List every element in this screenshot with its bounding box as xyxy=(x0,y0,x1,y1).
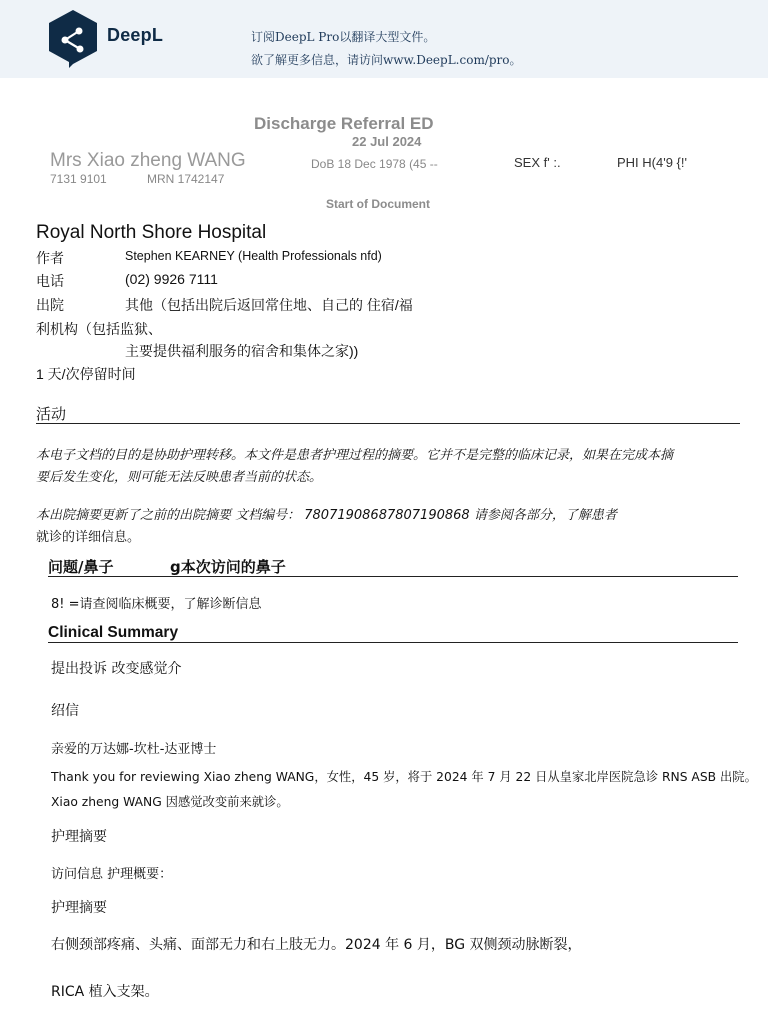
activity-divider xyxy=(36,423,740,424)
referral-paragraph-1: Thank you for reviewing Xiao zheng WANG，女性，45 岁，将于 2024 年 7 月 22 日从皇家北岸医院急诊 RNS ASB 出院。 xyxy=(51,770,757,784)
banner-info-link-text[interactable]: 欲了解更多信息，请访问www.DeepL.com/pro。 xyxy=(251,53,522,67)
length-of-stay: 1 天/次停留时间 xyxy=(36,366,136,382)
banner-subscribe-text: 订阅DeepL Pro以翻译大型文件。 xyxy=(251,30,436,44)
patient-id-number: 7131 9101 xyxy=(50,172,107,186)
nursing-summary-heading-2: 护理摘要 xyxy=(51,900,107,916)
disclaimer-line1: 本电子文档的目的是协助护理转移。本文件是患者护理过程的摘要。它并不是完整的临床记录，如果在完成本摘 xyxy=(36,448,674,463)
deepl-logo-icon[interactable] xyxy=(47,9,99,69)
document-date: 22 Jul 2024 xyxy=(352,134,422,149)
deepl-brand-name[interactable]: DeepL xyxy=(107,25,164,45)
clinical-summary-heading: Clinical Summary xyxy=(48,624,179,641)
referral-letter-heading: 绍信 xyxy=(51,703,79,719)
nursing-summary-heading: 护理摘要 xyxy=(51,829,107,845)
disclaimer-line2: 要后发生变化，则可能无法反映患者当前的状态。 xyxy=(36,470,323,485)
rica-stent-line: RICA 植入支架。 xyxy=(51,984,159,1000)
author-label: 作者 xyxy=(36,250,64,266)
activity-heading: 活动 xyxy=(36,405,67,423)
author-value: Stephen KEARNEY (Health Professionals nfd) xyxy=(125,249,382,263)
salutation: 亲爱的万达娜-坎杜-达亚博士 xyxy=(51,742,217,757)
referral-paragraph-2: Xiao zheng WANG 因感觉改变前来就诊。 xyxy=(51,795,289,809)
phone-value: (02) 9926 7111 xyxy=(125,271,218,287)
start-of-document: Start of Document xyxy=(326,197,431,211)
discharge-label: 出院 xyxy=(36,297,64,313)
phone-label: 电话 xyxy=(36,273,64,289)
problems-heading: 问题/鼻子 xyxy=(48,558,114,576)
patient-name: Mrs Xiao zheng WANG xyxy=(50,150,246,171)
discharge-value: 其他（包括出院后返回常住地、自己的 住宿/福 xyxy=(125,297,413,313)
problems-divider xyxy=(48,576,738,577)
patient-phi: PHI H(4'9 {!' xyxy=(617,155,687,170)
document-title: Discharge Referral ED xyxy=(254,114,434,133)
problems-line: 8! =请查阅临床概要，了解诊断信息 xyxy=(51,597,262,612)
patient-mrn: MRN 1742147 xyxy=(147,172,225,186)
patient-sex: SEX f' :. xyxy=(514,155,561,170)
problems-heading-current-visit: g本次访问的鼻子 xyxy=(170,558,286,576)
visit-info-line: 访问信息 护理概要： xyxy=(51,867,173,882)
update-note-line2: 就诊的详细信息。 xyxy=(36,530,141,545)
patient-dob: DoB 18 Dec 1978 (45 -- xyxy=(311,157,438,171)
discharge-value-line2: 利机构（包括监狱、 xyxy=(36,321,162,337)
update-note-line1: 本出院摘要更新了之前的出院摘要 文档编号： 78071908687807190868 请参阅各部分，了解患者 xyxy=(36,508,617,523)
hospital-name: Royal North Shore Hospital xyxy=(36,222,267,243)
presenting-complaint: 提出投诉 改变感觉介 xyxy=(51,661,182,677)
deepl-banner xyxy=(0,0,768,78)
discharge-value-line3: 主要提供福利服务的宿舍和集体之家)) xyxy=(125,343,359,359)
clinical-summary-divider xyxy=(48,642,738,643)
symptoms-line: 右侧颈部疼痛、头痛、面部无力和右上肢无力。2024 年 6 月，BG 双侧颈动脉断裂， xyxy=(51,937,582,953)
